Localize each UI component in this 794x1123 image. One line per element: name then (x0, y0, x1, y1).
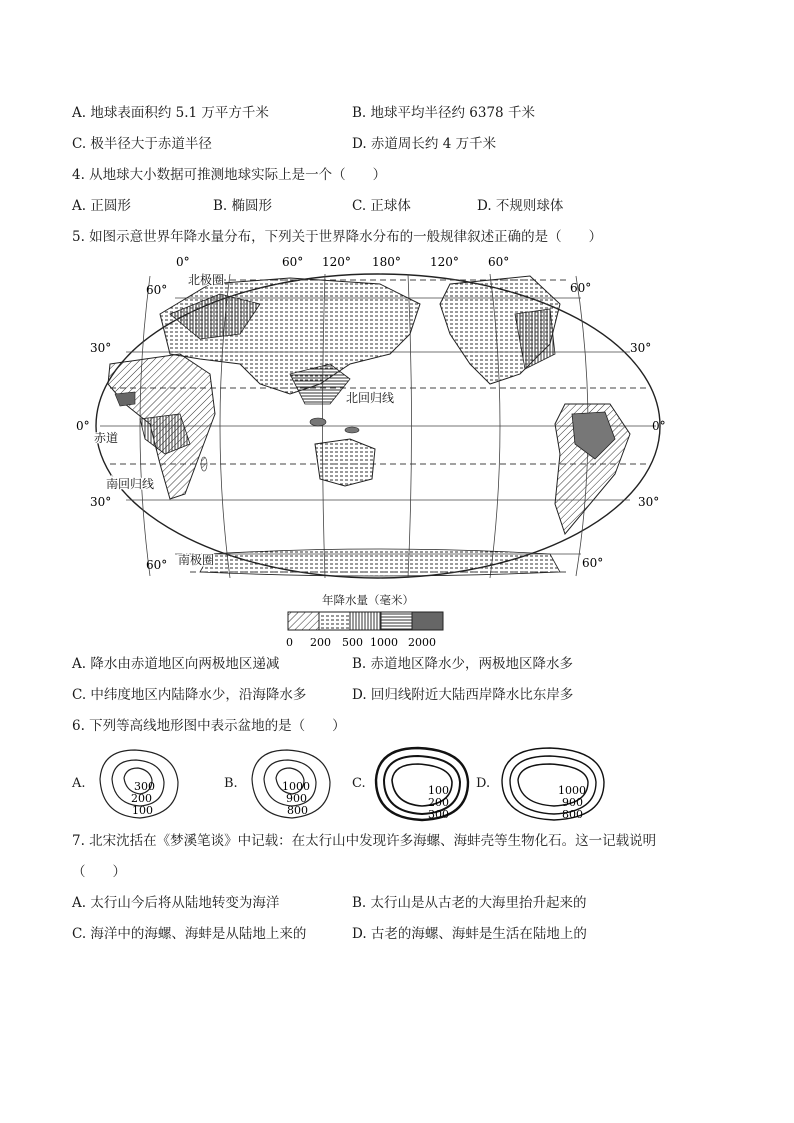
legend-tick: 200 (310, 636, 331, 649)
tropic-cancer-label: 北回归线 (346, 391, 395, 405)
contour-label-c: C. (352, 776, 366, 791)
legend-swatch-200-500 (319, 612, 350, 630)
q5-option-b: B. 赤道地区降水少，两极地区降水多 (352, 656, 574, 672)
contour-value: 200 (131, 792, 152, 805)
contour-value: 1000 (282, 780, 310, 793)
legend-svg (286, 610, 456, 654)
lat-label: 60° (146, 283, 168, 297)
q5-option-a: A. 降水由赤道地区向两极地区递减 (72, 656, 280, 672)
lat-label: 60° (582, 556, 604, 570)
map-svg (76, 254, 666, 584)
contour-value: 900 (286, 792, 307, 805)
australia (315, 439, 375, 486)
q5-stem: 5. 如图示意世界年降水量分布，下列关于世界降水分布的一般规律叙述正确的是（ ） (72, 229, 603, 245)
q3-option-c: C. 极半径大于赤道半径 (72, 136, 212, 152)
lat-label: 60° (146, 558, 168, 572)
q7-option-b: B. 太行山是从古老的大海里抬升起来的 (352, 895, 587, 911)
lon-label: 60° (282, 255, 304, 269)
q4-option-a: A. 正圆形 (72, 198, 131, 214)
lat-label: 30° (90, 341, 112, 355)
contour-option-a (72, 744, 182, 824)
lat-label: 60° (570, 281, 592, 295)
contour-value: 1000 (558, 784, 586, 797)
legend-title: 年降水量（毫米） (322, 593, 414, 607)
lat-label: 30° (90, 495, 112, 509)
lon-label: 60° (488, 255, 510, 269)
contour-value: 100 (428, 784, 449, 797)
legend-tick: 0 (286, 636, 293, 649)
lat-label: 0° (652, 419, 666, 433)
q3-option-a: A. 地球表面积约 5.1 万平方千米 (72, 105, 269, 121)
q4-option-c: C. 正球体 (352, 198, 411, 214)
contour-option-c (352, 744, 462, 824)
legend-tick: 2000 (408, 636, 436, 649)
legend-tick: 500 (342, 636, 363, 649)
legend-swatch-1000-2000 (381, 612, 412, 630)
lat-label: 0° (76, 419, 90, 433)
q7-stem-continued: （ ） (72, 864, 126, 880)
lon-label: 180° (372, 255, 401, 269)
q7-option-a: A. 太行山今后将从陆地转变为海洋 (72, 895, 280, 911)
lat-label: 30° (630, 341, 652, 355)
tropic-capricorn-label: 南回归线 (106, 477, 155, 491)
contour-value: 300 (134, 780, 155, 793)
q7-option-d: D. 古老的海螺、海蚌是生活在陆地上的 (352, 926, 587, 942)
contour-value: 900 (562, 796, 583, 809)
lon-label: 0° (176, 255, 190, 269)
contour-option-b (224, 744, 334, 824)
equator-label: 赤道 (94, 431, 119, 445)
q4-option-d: D. 不规则球体 (477, 198, 564, 214)
contour-value: 800 (562, 808, 583, 821)
q7-stem: 7. 北宋沈括在《梦溪笔谈》中记载：在太行山中发现许多海螺、海蚌壳等生物化石。这一记载说明 (72, 833, 657, 849)
contour-option-d (476, 744, 606, 824)
q3-option-d: D. 赤道周长约 4 万千米 (352, 136, 497, 152)
legend-tick: 1000 (370, 636, 398, 649)
world-precipitation-map (76, 254, 666, 584)
q6-stem: 6. 下列等高线地形图中表示盆地的是（ ） (72, 718, 346, 734)
legend-swatch-500-1000 (350, 612, 381, 630)
q3-option-b: B. 地球平均半径约 6378 千米 (352, 105, 535, 121)
legend-swatch-2000 (412, 612, 443, 630)
q5-option-c: C. 中纬度地区内陆降水少，沿海降水多 (72, 687, 307, 703)
arctic-circle-label: 北极圈 (188, 273, 225, 287)
contour-label-a: A. (72, 776, 86, 791)
q7-option-c: C. 海洋中的海螺、海蚌是从陆地上来的 (72, 926, 307, 942)
contour-value: 200 (428, 796, 449, 809)
map-legend (286, 592, 456, 652)
lon-label: 120° (430, 255, 459, 269)
legend-swatch-0-200 (288, 612, 319, 630)
contour-label-b: B. (224, 776, 238, 791)
contour-value: 300 (428, 808, 449, 821)
antarctic-circle-label: 南极圈 (178, 553, 215, 567)
q4-stem: 4. 从地球大小数据可推测地球实际上是一个（ ） (72, 167, 387, 183)
q5-option-d: D. 回归线附近大陆西岸降水比东岸多 (352, 687, 574, 703)
contour-value: 800 (287, 804, 308, 817)
antarctica (200, 549, 560, 576)
contour-label-d: D. (476, 776, 491, 791)
lat-label: 30° (638, 495, 660, 509)
contour-value: 100 (132, 804, 153, 817)
q4-option-b: B. 椭圆形 (213, 198, 273, 214)
lon-label: 120° (322, 255, 351, 269)
